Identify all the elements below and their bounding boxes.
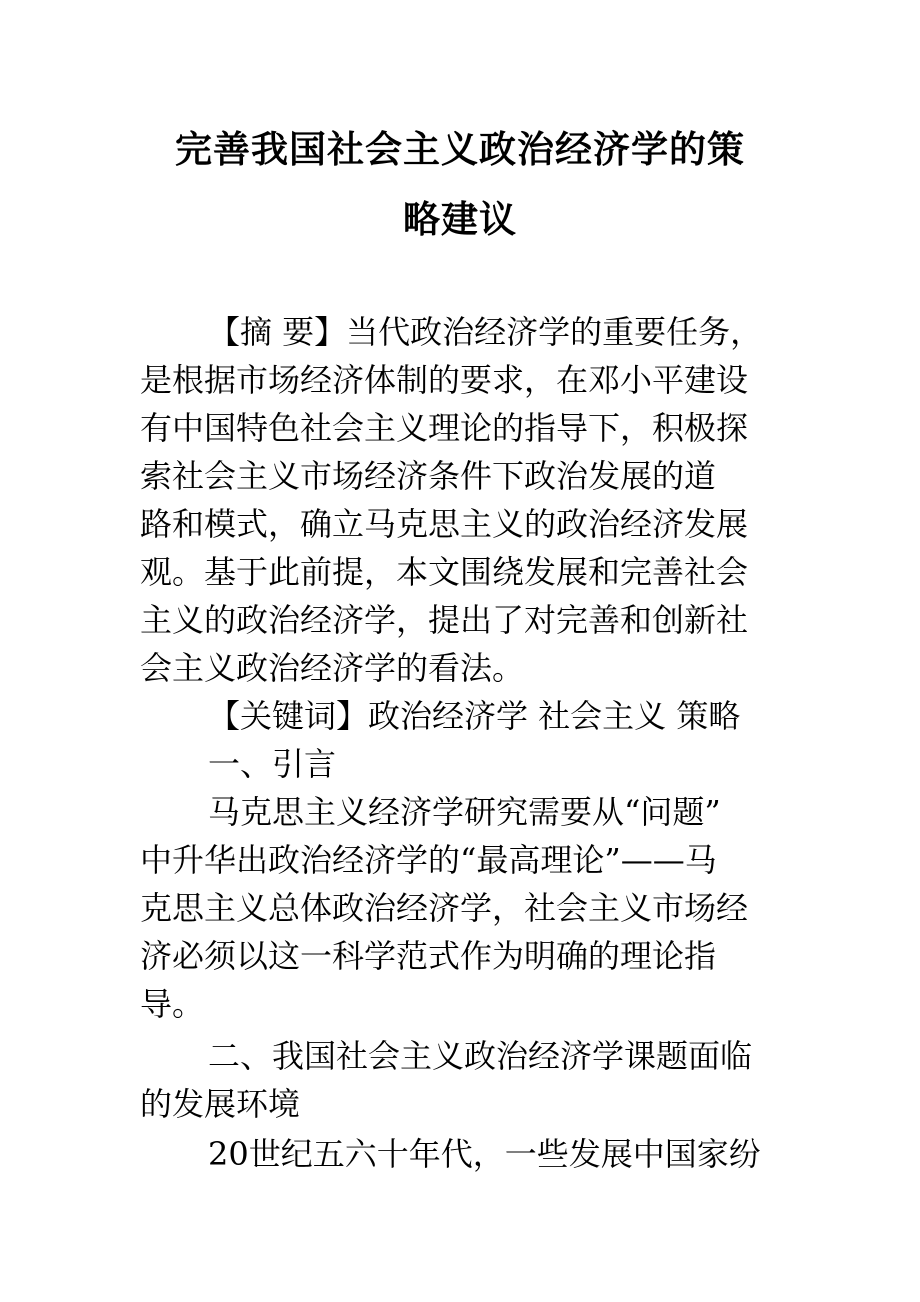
abstract-line: 有中国特色社会主义理论的指导下，积极探 bbox=[140, 409, 749, 447]
section-heading-introduction: 一、引言 bbox=[208, 745, 337, 783]
paragraph-line: 导。 bbox=[140, 985, 205, 1023]
abstract-line: 【摘 要】当代政治经济学的重要任务， bbox=[208, 313, 763, 351]
abstract-line: 路和模式，确立马克思主义的政治经济发展 bbox=[140, 505, 749, 543]
abstract-line: 是根据市场经济体制的要求，在邓小平建设 bbox=[140, 361, 749, 399]
keywords-line: 【关键词】政治经济学 社会主义 策略 bbox=[208, 697, 741, 735]
section-heading-environment: 二、我国社会主义政治经济学课题面临 bbox=[208, 1037, 753, 1075]
abstract-line: 主义的政治经济学，提出了对完善和创新社 bbox=[140, 601, 749, 639]
document-title-line-2: 略建议 bbox=[403, 198, 517, 241]
abstract-line: 索社会主义市场经济条件下政治发展的道 bbox=[140, 457, 717, 495]
paragraph-line: 中升华出政治经济学的“最高理论”——马 bbox=[140, 841, 717, 879]
paragraph-line: 20世纪五六十年代，一些发展中国家纷 bbox=[208, 1135, 761, 1173]
section-heading-environment-cont: 的发展环境 bbox=[140, 1085, 301, 1123]
document-title-line-1: 完善我国社会主义政治经济学的策 bbox=[175, 128, 745, 171]
abstract-line: 会主义政治经济学的看法。 bbox=[140, 649, 525, 687]
paragraph-line: 济必须以这一科学范式作为明确的理论指 bbox=[140, 937, 717, 975]
abstract-line: 观。基于此前提，本文围绕发展和完善社会 bbox=[140, 553, 749, 591]
paragraph-line: 克思主义总体政治经济学，社会主义市场经 bbox=[140, 889, 749, 927]
paragraph-line: 马克思主义经济学研究需要从“问题” bbox=[208, 793, 721, 831]
